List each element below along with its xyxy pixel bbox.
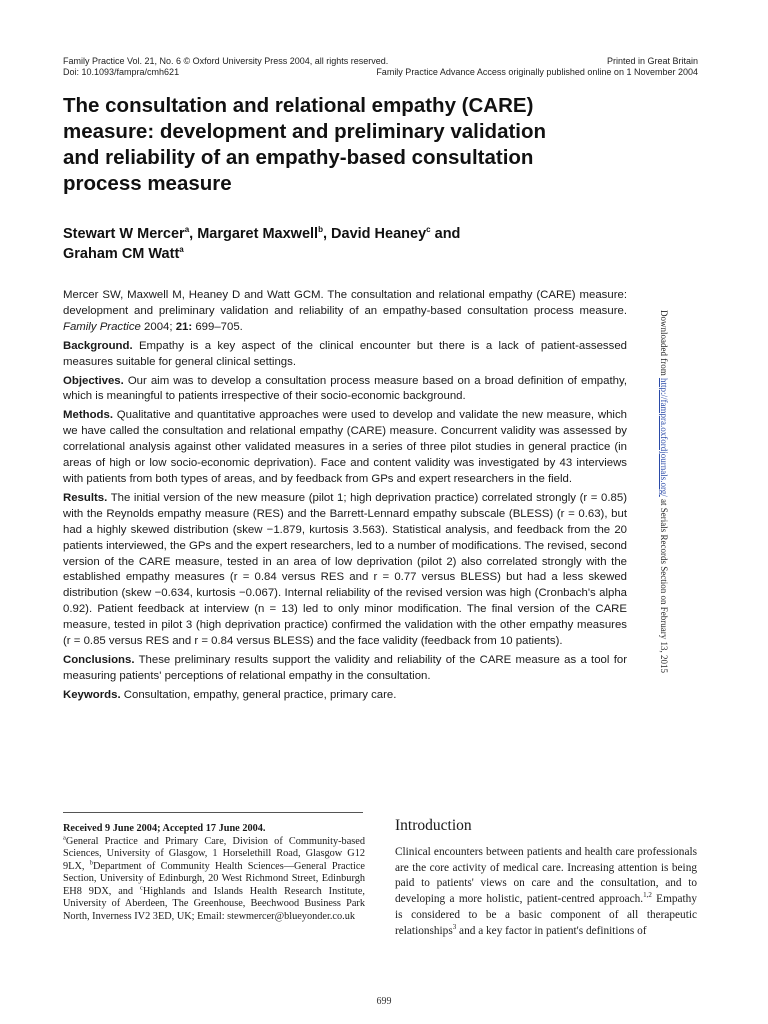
introduction-heading: Introduction <box>395 817 472 834</box>
affiliation-mark: a <box>63 834 66 842</box>
section-text: These preliminary results support the validity and reliability of the CARE measure as a tool for measuring patients' perceptions of relational empathy in the consultation. <box>63 653 627 682</box>
citation-journal: Family Practice <box>63 320 141 333</box>
introduction-text <box>395 845 697 939</box>
affiliation-text: Department of Community Health Sciences—General Practice Section, University of Edinburgh, 20 West Richmond Street, Edinburgh EH8 9DX, and <box>63 860 365 897</box>
affiliation-text: Highlands and Islands Health Research Institute, University of Aberdeen, The Greenhouse, Beechwood Business Park North, Inverness IV2 3ED, UK; Email: stewmercer@blueyonder.co.uk <box>63 885 365 922</box>
title-line: and reliability of an empathy-based consultation <box>63 146 534 169</box>
body-text: and a key factor in patient's definitions of <box>456 924 647 937</box>
section-label: Methods. <box>63 409 113 422</box>
citation-pages: 699–705. <box>192 320 243 333</box>
abstract-keywords <box>63 688 627 704</box>
abstract-conclusions <box>63 653 627 685</box>
affiliation-mark: c <box>426 225 431 235</box>
section-text: The initial version of the new measure (pilot 1; high deprivation practice) correlated strongly (r = 0.85) with the Reynolds empathy measure (RES) and the Barrett-Lennard empathy subscale (BLESS) (r = 0.63), but had a highly skewed distribution (skew −1.879, kurtosis 3.563). Statistical analysis, and feedback from the 20 patients interviewed, the GPs and the expert researchers, led to a number of modifications. The revised, second version of the CARE measure, tested in an area of low deprivation (pilot 2) also correlated strongly with the established empathy measures (r = 0.84 versus RES and r = 0.77 versus BLESS) but had a less skewed distribution (skew −0.634, kurtosis −0.067). Internal reliability of the revised version was high (Cronbach's alpha 0.92). Patient feedback at interview (n = 13) led to only minor modification. The final version of the CARE measure, tested in pilot 3 (high deprivation practice) confirmed the validation with the other empathy measures (r = 0.85 versus RES and r = 0.84 versus BLESS) and the face validity (feedback from 10 patients). <box>63 491 627 648</box>
section-label: Objectives. <box>63 374 124 387</box>
title-line: process measure <box>63 172 232 195</box>
reference-mark: 1,2 <box>643 891 652 900</box>
citation <box>63 288 627 336</box>
author: Graham CM Watt <box>63 246 180 262</box>
author: Stewart W Mercer <box>63 226 185 242</box>
abstract <box>63 288 627 707</box>
author-separator: , <box>189 226 198 242</box>
download-watermark <box>657 310 671 750</box>
author-list <box>63 224 623 264</box>
body-text: Clinical encounters between patients and health care professionals are the core activity of medical care. Increasing attention is being paid to patients' views on care and the consultation, and to developing a more holistic, patient-centred approach. <box>395 846 697 906</box>
title-line: measure: development and preliminary validation <box>63 120 547 143</box>
journal-info: Family Practice Vol. 21, No. 6 © Oxford University Press 2004, all rights reserved. <box>63 56 389 66</box>
author: Margaret Maxwell <box>197 226 319 242</box>
section-label: Background. <box>63 339 133 352</box>
section-text: Empathy is a key aspect of the clinical encounter but there is a lack of patient-assessed measures suitable for general clinical settings. <box>63 339 627 368</box>
abstract-background <box>63 339 627 371</box>
advance-access-note: Family Practice Advance Access originally published online on 1 November 2004 <box>376 67 698 77</box>
download-note: Downloaded from <box>659 310 669 378</box>
affiliation-mark: c <box>139 884 143 892</box>
abstract-objectives <box>63 374 627 406</box>
citation-text: Mercer SW, Maxwell M, Heaney D and Watt GCM. The consultation and relational empathy (CARE) measure: development and preliminary validation and reliability of an empathy-based consultation process measure. <box>63 289 627 317</box>
affiliation-mark: a <box>184 225 190 235</box>
abstract-methods <box>63 408 627 488</box>
author: David Heaney <box>331 226 427 242</box>
footnote-divider <box>63 812 363 813</box>
affiliation-text: General Practice and Primary Care, Division of Community-based Sciences, University of Glasgow, 1 Horselethill Road, Glasgow G12 9LX, <box>63 835 365 872</box>
affiliation-mark: a <box>179 245 184 255</box>
section-label: Conclusions. <box>63 653 135 666</box>
section-label: Keywords. <box>63 688 121 701</box>
printed-location: Printed in Great Britain <box>606 56 698 66</box>
affiliations-footnote <box>63 823 365 923</box>
author-conjunction: and <box>430 226 461 242</box>
received-date: Received 9 June 2004; Accepted 17 June 2004. <box>63 823 266 834</box>
abstract-results <box>63 491 627 650</box>
section-text: Qualitative and quantitative approaches were used to develop and validate the new measure, which we have called the consultation and relational empathy (CARE) measure. Concurrent validity was assessed by correlational analysis against other validated measures in a series of three pilot studies in general practice (in areas of high or low socio-economic deprivation). Face and content validity was investigated by 43 interviews with patients from both types of areas, and by feedback from GPs and expert researchers in the field. <box>63 409 627 485</box>
page-number: 699 <box>376 996 392 1007</box>
citation-volume: 21: <box>175 320 193 333</box>
journal-header-line-2 <box>63 66 698 78</box>
citation-year: 2004; <box>140 320 176 333</box>
reference-mark: 3 <box>452 922 457 931</box>
section-text: Consultation, empathy, general practice, primary care. <box>120 688 397 701</box>
download-note: at Serials Records Section on February 13, 2015 <box>659 496 669 674</box>
article-title <box>63 93 643 197</box>
body-text: Empathy is considered to be a basic component of all therapeutic relationships <box>395 893 697 937</box>
doi: Doi: 10.1093/fampra/cmh621 <box>63 67 180 77</box>
section-label: Results. <box>63 491 108 504</box>
section-text: Our aim was to develop a consultation process measure based on a broad definition of empathy, which is meaningful to patients irrespective of their socio-economic background. <box>63 374 627 403</box>
title-line: The consultation and relational empathy (CARE) <box>63 94 534 117</box>
affiliation-mark: b <box>318 225 323 235</box>
affiliation-mark: b <box>89 859 93 867</box>
author-separator: , <box>322 226 332 242</box>
journal-link[interactable]: http://fampra.oxfordjournals.org/ <box>659 377 669 497</box>
